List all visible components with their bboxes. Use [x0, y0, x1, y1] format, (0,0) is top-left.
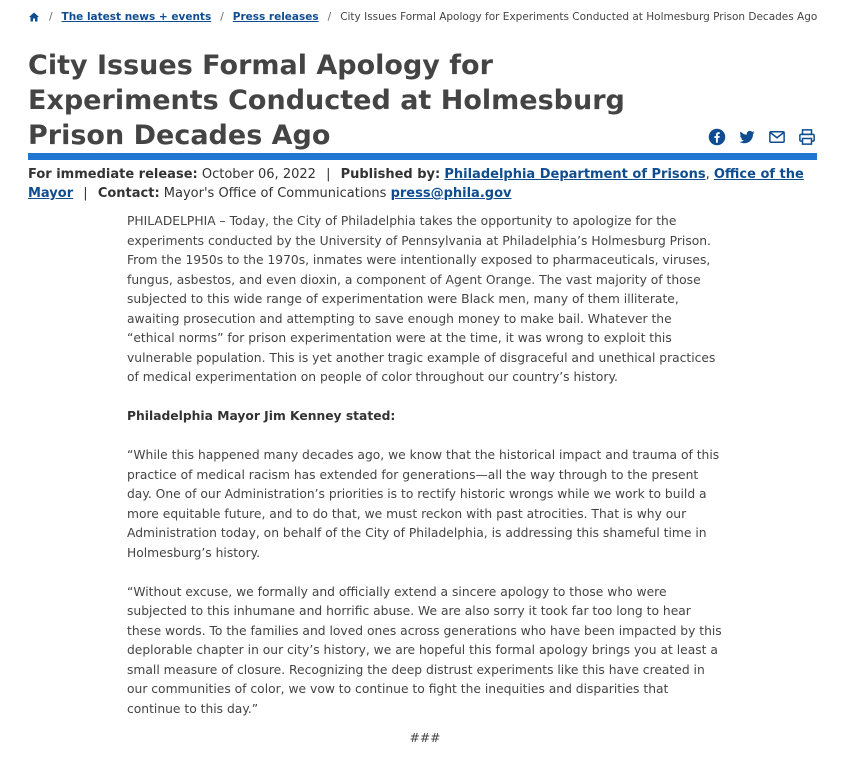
- breadcrumb-separator: /: [327, 11, 332, 23]
- speaker-line: Philadelphia Mayor Jim Kenney stated:: [127, 409, 396, 423]
- release-date: October 06, 2022: [201, 167, 316, 182]
- end-mark: ###: [409, 730, 441, 745]
- contact-label: Contact:: [97, 186, 160, 201]
- article-paragraph: PHILADELPHIA – Today, the City of Philadelphia takes the opportunity to apologize for the experiments conducted by the University of Pennsylvania at Philadelphia’s Holmesburg Prison. From the 1950s to the 1970s, inmates were intentionally exposed to pharmaceuticals, viruses, fungus, asbestos, and even dioxin, a component of Agent Orange. The vast majority of those subjected to this wide range of experimentation were Black men, many of them illiterate, awaiting prosecution and attempting to save enough money to make bail. Whatever the “ethical norms” for prison experimentation were at the time, it was wrong to exploit this vulnerable population. This is yet another tragic example of disgraceful and unethical practices of medical experimentation on people of color throughout our country’s history.: [127, 214, 716, 384]
- breadcrumb-current: City Issues Formal Apology for Experiments Conducted at Holmesburg Prison Decades Ago: [340, 11, 818, 23]
- publisher-comma: ,: [705, 167, 710, 182]
- breadcrumb-separator: /: [49, 11, 53, 23]
- contact-text: Mayor's Office of Communications: [163, 186, 387, 201]
- facebook-icon[interactable]: [708, 128, 726, 146]
- publisher-prisons-link[interactable]: Philadelphia Department of Prisons: [444, 167, 706, 182]
- release-label: For immediate release:: [28, 167, 198, 182]
- quote-paragraph: “Without excuse, we formally and officially extend a sincere apology to those who were subjected to this inhumane and horrific abuse. We are also sorry it took far too long to hear these words. To the families and loved ones across generations who have been impacted by this deplorable chapter in our city’s history, we are hopeful this formal apology brings you at least a small measure of closure. Recognizing the deep distrust experiments like this have created in our communities of color, we vow to continue to fight the inequities and disparities that continue to this day.”: [127, 584, 722, 716]
- meta-separator: |: [83, 186, 88, 201]
- print-icon[interactable]: [798, 128, 816, 146]
- page-title: City Issues Formal Apology for Experiments Conducted at Holmesburg Prison Decades Ago: [28, 50, 625, 151]
- article-body: [127, 212, 723, 768]
- breadcrumb-separator: /: [220, 11, 224, 23]
- published-label: Published by:: [340, 167, 441, 182]
- twitter-icon[interactable]: [738, 128, 756, 146]
- release-meta: [28, 165, 828, 203]
- breadcrumb-latest-news-link[interactable]: The latest news + events: [61, 11, 212, 23]
- email-icon[interactable]: [768, 128, 786, 146]
- meta-separator: |: [326, 167, 331, 182]
- share-bar: [708, 128, 816, 146]
- quote-paragraph: “While this happened many decades ago, we know that the historical impact and trauma of this practice of medical racism has extended for generations—all the way through to the present day. One of our Administration’s priorities is to rectify historic wrongs while we work to build a more equitable future, and to do that, we must reckon with past atrocities. That is why our Administration today, on behalf of the City of Philadelphia, is addressing this shameful time in Holmesburg’s history.: [127, 448, 720, 560]
- breadcrumb: [28, 11, 817, 23]
- publisher-mayor-link[interactable]: Office of the Mayor: [28, 167, 804, 201]
- contact-email-link[interactable]: press@phila.gov: [390, 186, 512, 201]
- home-icon[interactable]: [28, 11, 40, 23]
- title-divider: [28, 153, 817, 160]
- breadcrumb-press-releases-link[interactable]: Press releases: [232, 11, 319, 23]
